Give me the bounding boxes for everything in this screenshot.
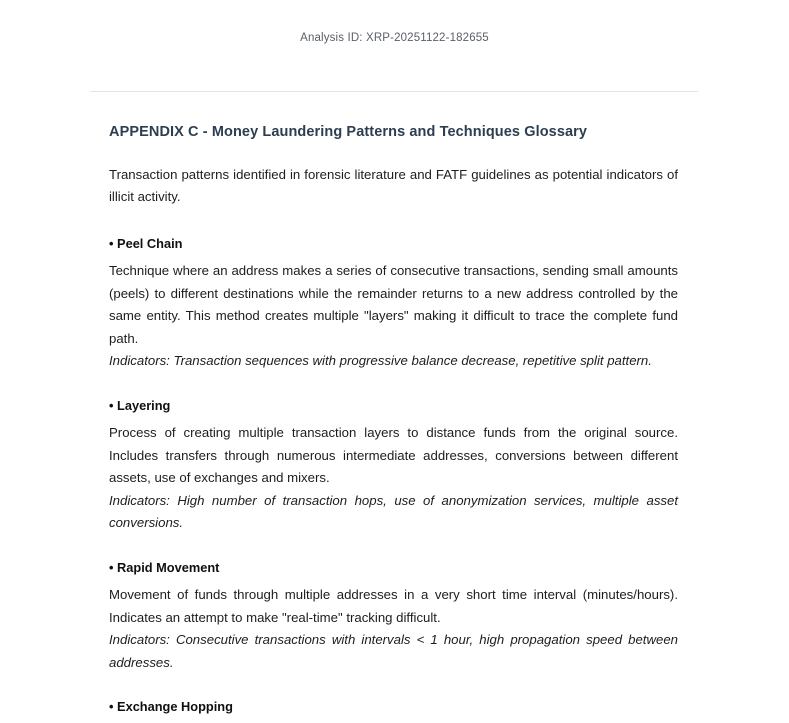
header-divider xyxy=(90,91,698,92)
entry-indicators: Indicators: Consecutive transactions with intervals < 1 hour, high propagation speed between addresses. xyxy=(109,632,678,670)
glossary-entry-peel-chain xyxy=(109,235,678,373)
analysis-id-header: Analysis ID: XRP-20251122-182655 xyxy=(300,32,489,44)
entry-title: • Exchange Hopping xyxy=(109,699,233,715)
entry-title: • Rapid Movement xyxy=(109,559,220,575)
entry-title: • Peel Chain xyxy=(109,236,183,252)
glossary-entry-rapid-movement xyxy=(109,559,678,674)
entry-body: Movement of funds through multiple addresses in a very short time interval (minutes/hours). Indicates an attempt to make "real-time" tracking difficult. xyxy=(109,586,678,625)
entry-title: • Layering xyxy=(109,398,171,413)
document-content xyxy=(109,123,678,723)
entry-body: Technique where an address makes a series of consecutive transactions, sending small amounts (peels) to different destinations while the remainder returns to a new address controlled by the same entity. This method creates multiple "layers" making it difficult to trace the complete fund path. xyxy=(109,263,678,346)
intro-paragraph: Transaction patterns identified in forensic literature and FATF guidelines as potential indicators of illicit activity. xyxy=(109,166,678,205)
glossary-entry-exchange-hopping xyxy=(109,698,678,716)
entry-body: Process of creating multiple transaction layers to distance funds from the original source. Includes transfers through numerous intermediate addresses, conversions between different assets, use of exchanges and mixers. xyxy=(109,425,678,486)
glossary-entry-layering xyxy=(109,397,678,535)
page-title: APPENDIX C - Money Laundering Patterns and Techniques Glossary xyxy=(109,124,588,140)
entry-indicators: Indicators: High number of transaction hops, use of anonymization services, multiple asset conversions. xyxy=(109,492,678,531)
entry-indicators: Indicators: Transaction sequences with progressive balance decrease, repetitive split pattern. xyxy=(109,353,652,369)
